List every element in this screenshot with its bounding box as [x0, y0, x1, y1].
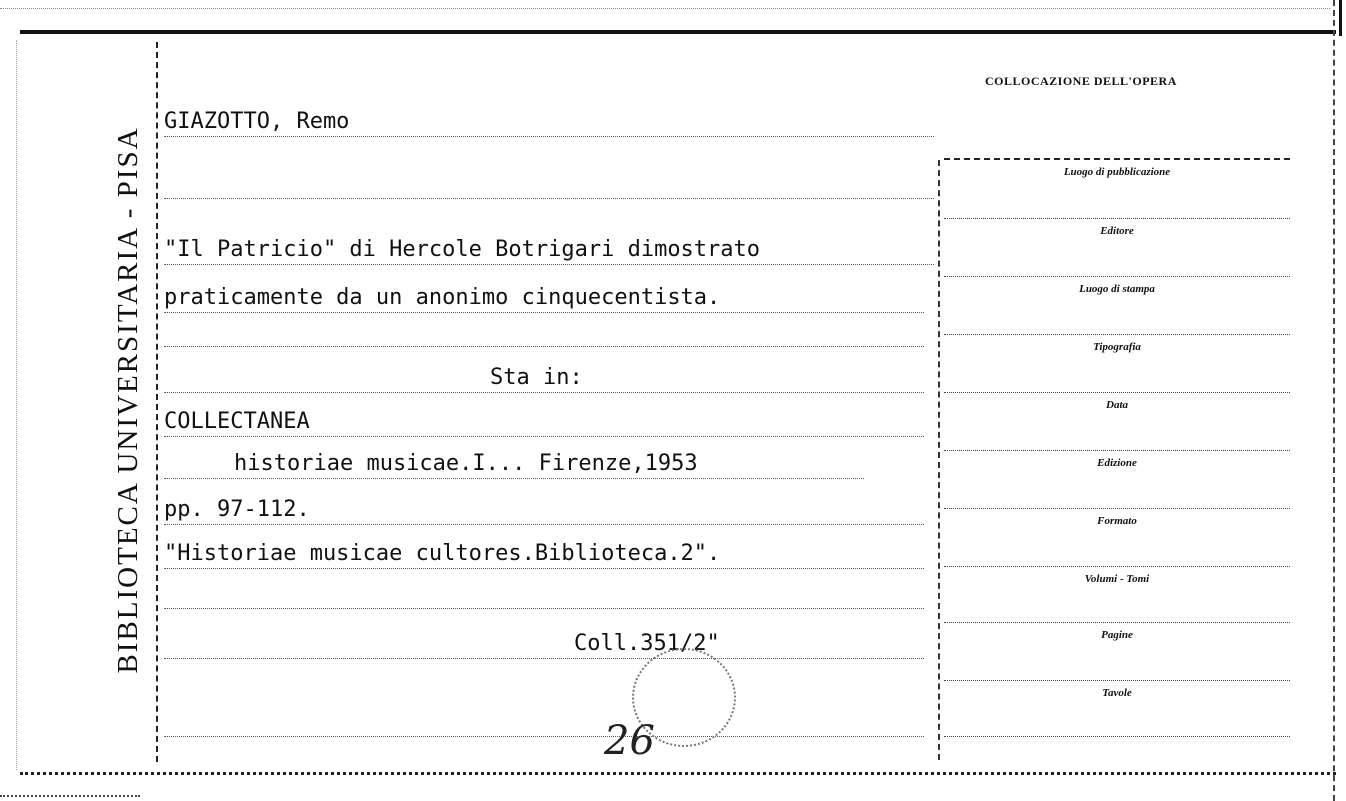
collection: COLLECTANEA: [164, 409, 316, 434]
blank-line-1: [164, 170, 934, 199]
field-row: [944, 158, 1290, 200]
far-right-line: [1333, 0, 1335, 801]
field-label: Formato: [1097, 515, 1137, 527]
sta-in: Sta in:: [490, 365, 589, 390]
pages-line: [164, 496, 924, 525]
field-row: [944, 334, 1290, 375]
field-row: [944, 218, 1290, 259]
field-row: [944, 276, 1290, 317]
field-label: Luogo di stampa: [1079, 283, 1155, 295]
top-rule: [20, 30, 1336, 34]
blank-line-3: [164, 580, 924, 609]
coll-line: [164, 630, 924, 659]
field-label: Tipografia: [1093, 341, 1141, 353]
coll: Coll.351/2": [574, 631, 726, 656]
blank-line-4: [164, 708, 924, 737]
sta-in-line: [164, 364, 924, 393]
series: historiae musicae.I... Firenze,1953: [234, 451, 704, 476]
right-panel-heading: COLLOCAZIONE DELL'OPERA: [985, 74, 1177, 88]
field-row-end: [944, 736, 1290, 777]
title-line1: "Il Patricio" di Hercole Botrigari dimostrato: [164, 237, 766, 262]
library-side-label: BIBLIOTECA UNIVERSITARIA - PISA: [112, 126, 144, 674]
field-label: Tavole: [1102, 687, 1132, 699]
left-edge-line: [16, 40, 17, 770]
title-line-1: [164, 236, 934, 265]
top-dotted-rule: [0, 8, 1330, 9]
author-line: [164, 108, 934, 137]
title-line-2: [164, 284, 924, 313]
series-note-line: [164, 540, 924, 569]
bottom-corner-rule: [0, 795, 140, 797]
field-row: [944, 566, 1290, 607]
field-label: Editore: [1100, 225, 1134, 237]
author: GIAZOTTO, Remo: [164, 109, 355, 134]
field-label: Volumi - Tomi: [1084, 573, 1150, 585]
series-line: [164, 450, 864, 479]
field-row: [944, 622, 1290, 663]
field-label: Luogo di pubblicazione: [1063, 166, 1171, 178]
blank-line-2: [164, 318, 924, 347]
right-panel-line: [938, 160, 940, 760]
collection-line: [164, 408, 924, 437]
field-row: [944, 392, 1290, 433]
pages: pp. 97-112.: [164, 497, 316, 522]
field-label: Data: [1106, 399, 1128, 411]
handwritten-number: 26: [604, 718, 655, 764]
field-label: Pagine: [1101, 629, 1133, 641]
series-note: "Historiae musicae cultores.Biblioteca.2".: [164, 541, 726, 566]
title-line2: praticamente da un anonimo cinquecentista.: [164, 285, 726, 310]
field-row: [944, 450, 1290, 491]
field-row: [944, 680, 1290, 721]
field-label: Edizione: [1097, 457, 1137, 469]
field-row: [944, 508, 1290, 549]
left-margin-line: [156, 42, 158, 762]
